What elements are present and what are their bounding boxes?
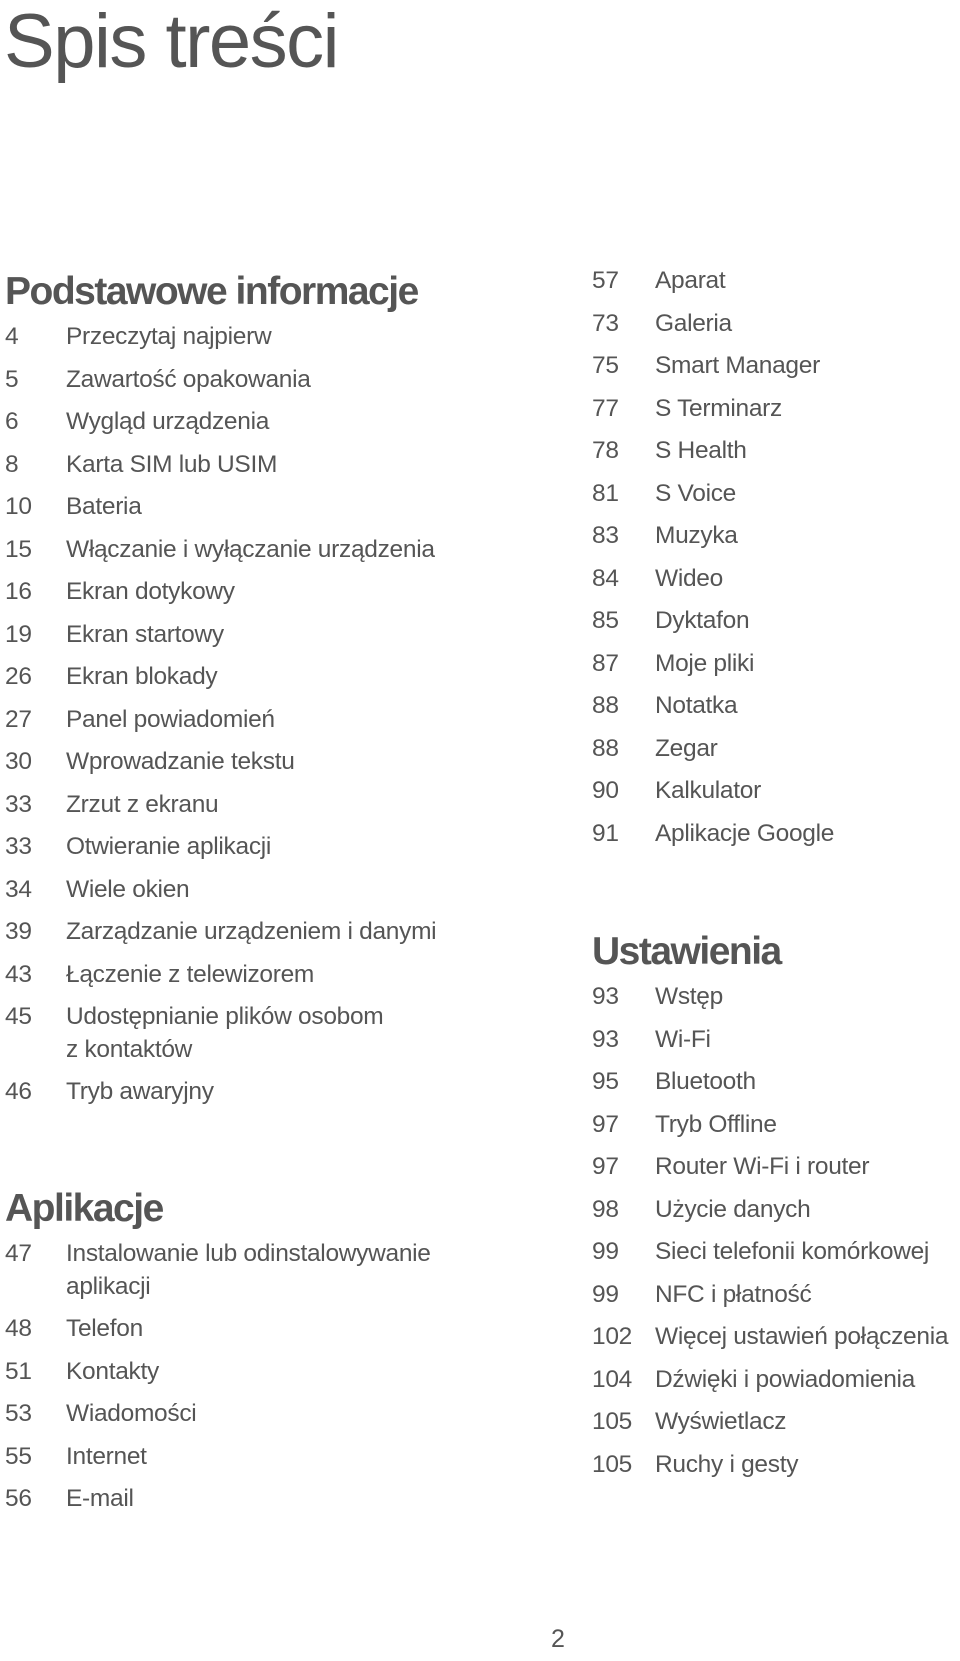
- toc-entry-page: 99: [592, 1238, 619, 1265]
- toc-entry[interactable]: [592, 349, 960, 392]
- toc-entry-title: Instalowanie lub odinstalowywanie aplikacji: [66, 1240, 431, 1300]
- toc-entry-page: 34: [5, 875, 32, 903]
- toc-entry-page: 8: [5, 450, 19, 478]
- toc-entry-page: 81: [592, 479, 619, 507]
- toc-entry-title: NFC i płatność: [655, 1280, 812, 1308]
- toc-entry[interactable]: [592, 732, 960, 775]
- toc-entry-page: 5: [5, 365, 19, 393]
- toc-list-apps-continued: [592, 264, 960, 859]
- toc-entry-title: Kalkulator: [655, 777, 761, 804]
- toc-entry-title: Wiadomości: [66, 1400, 197, 1427]
- toc-entry-page: 88: [592, 734, 619, 762]
- toc-entry[interactable]: [592, 1278, 960, 1321]
- section-basics: [5, 266, 475, 1118]
- toc-entry-title: Otwieranie aplikacji: [66, 833, 272, 860]
- toc-entry-title: Więcej ustawień połączenia: [655, 1323, 949, 1350]
- toc-entry[interactable]: [592, 980, 960, 1023]
- toc-entry-title: Łączenie z telewizorem: [66, 960, 315, 988]
- toc-entry-page: 99: [592, 1280, 619, 1308]
- toc-entry[interactable]: [592, 562, 960, 605]
- toc-entry-title: Panel powiadomień: [66, 705, 275, 733]
- toc-entry[interactable]: [5, 830, 475, 873]
- toc-entry[interactable]: [5, 915, 475, 958]
- toc-entry-title: Zawartość opakowania: [66, 365, 311, 393]
- toc-entry-title: Zarządzanie urządzeniem i danymi: [66, 918, 437, 945]
- toc-entry-title: S Voice: [655, 479, 736, 507]
- toc-entry-title: Wiele okien: [66, 875, 190, 903]
- toc-entry-title: Dyktafon: [655, 607, 750, 634]
- toc-entry[interactable]: [5, 533, 475, 576]
- toc-entry-page: 51: [5, 1357, 32, 1385]
- toc-entry[interactable]: [5, 745, 475, 788]
- toc-entry[interactable]: [5, 1000, 475, 1075]
- toc-entry-title: Bluetooth: [655, 1068, 756, 1095]
- toc-list-settings: [592, 980, 960, 1490]
- toc-entry[interactable]: [592, 1108, 960, 1151]
- toc-list-apps: [5, 1237, 475, 1525]
- toc-entry[interactable]: [592, 264, 960, 307]
- toc-entry-title: Ekran blokady: [66, 663, 218, 690]
- toc-entry-title: Zegar: [655, 734, 718, 762]
- toc-entry-title: S Health: [655, 437, 747, 464]
- toc-entry-title: E-mail: [66, 1485, 134, 1512]
- toc-entry-title: Bateria: [66, 493, 142, 520]
- toc-entry-page: 98: [592, 1195, 619, 1223]
- toc-entry-page: 105: [592, 1408, 632, 1435]
- toc-entry[interactable]: [592, 477, 960, 520]
- toc-entry-page: 19: [5, 620, 32, 648]
- toc-entry[interactable]: [592, 1448, 960, 1491]
- toc-entry-title: Telefon: [66, 1315, 143, 1342]
- toc-entry-page: 33: [5, 833, 32, 860]
- toc-entry-title: Dźwięki i powiadomienia: [655, 1365, 915, 1393]
- section-apps: [5, 1183, 475, 1525]
- section-title-basics: Podstawowe informacje: [5, 270, 418, 313]
- toc-entry-page: 55: [5, 1442, 32, 1470]
- toc-entry[interactable]: [5, 660, 475, 703]
- toc-entry-title: Internet: [66, 1442, 147, 1470]
- toc-entry[interactable]: [592, 774, 960, 817]
- toc-entry-page: 33: [5, 790, 32, 818]
- toc-entry-title: Sieci telefonii komórkowej: [655, 1238, 930, 1265]
- toc-entry-title: Ruchy i gesty: [655, 1450, 799, 1478]
- toc-entry[interactable]: [592, 817, 960, 860]
- toc-entry-title: Aparat: [655, 267, 726, 294]
- toc-entry-title: Włączanie i wyłączanie urządzenia: [66, 535, 435, 563]
- toc-entry-title: Wyświetlacz: [655, 1408, 787, 1435]
- toc-entry[interactable]: [5, 1482, 475, 1525]
- toc-entry-title: Notatka: [655, 692, 738, 719]
- section-settings: [592, 926, 960, 1490]
- toc-entry-page: 16: [5, 578, 32, 605]
- toc-entry-title: Ekran startowy: [66, 620, 224, 648]
- toc-entry[interactable]: [5, 575, 475, 618]
- toc-entry-title: Przeczytaj najpierw: [66, 323, 272, 350]
- toc-entry-page: 95: [592, 1068, 619, 1095]
- toc-list-basics: [5, 320, 475, 1118]
- toc-entry[interactable]: [5, 448, 475, 491]
- toc-entry-title: Karta SIM lub USIM: [66, 450, 278, 478]
- toc-entry[interactable]: [5, 618, 475, 661]
- toc-entry-title: Tryb awaryjny: [66, 1078, 214, 1105]
- toc-entry-page: 27: [5, 705, 32, 733]
- toc-entry[interactable]: [592, 519, 960, 562]
- toc-entry[interactable]: [592, 1405, 960, 1448]
- toc-entry[interactable]: [5, 1312, 475, 1355]
- toc-entry-title: S Terminarz: [655, 394, 782, 422]
- toc-entry[interactable]: [5, 1075, 475, 1118]
- toc-entry[interactable]: [592, 1193, 960, 1236]
- toc-entry[interactable]: [592, 1235, 960, 1278]
- toc-entry-page: 57: [592, 267, 619, 294]
- toc-entry-page: 47: [5, 1240, 32, 1267]
- toc-entry-page: 77: [592, 394, 619, 422]
- toc-entry-page: 93: [592, 983, 619, 1010]
- toc-entry-title: Ekran dotykowy: [66, 578, 235, 605]
- section-title-settings: Ustawienia: [592, 930, 781, 973]
- toc-entry[interactable]: [5, 490, 475, 533]
- toc-entry[interactable]: [5, 958, 475, 1001]
- toc-entry-page: 48: [5, 1315, 32, 1342]
- toc-entry-page: 88: [592, 692, 619, 719]
- toc-entry-page: 4: [5, 323, 19, 350]
- toc-entry-page: 93: [592, 1025, 619, 1053]
- toc-entry-page: 46: [5, 1078, 32, 1105]
- toc-entry-title: Zrzut z ekranu: [66, 790, 219, 818]
- toc-entry-title: Router Wi-Fi i router: [655, 1153, 870, 1180]
- toc-entry-page: 104: [592, 1365, 632, 1393]
- toc-entry[interactable]: [592, 392, 960, 435]
- toc-entry[interactable]: [592, 647, 960, 690]
- section-title-apps: Aplikacje: [5, 1187, 163, 1230]
- toc-entry[interactable]: [5, 320, 475, 363]
- toc-entry-page: 75: [592, 352, 619, 379]
- toc-entry-page: 90: [592, 777, 619, 804]
- toc-entry[interactable]: [592, 1363, 960, 1406]
- toc-entry[interactable]: [5, 363, 475, 406]
- toc-entry-title: Wideo: [655, 564, 723, 592]
- toc-entry-page: 91: [592, 819, 619, 847]
- toc-entry-title: Użycie danych: [655, 1195, 811, 1223]
- toc-entry[interactable]: [5, 1397, 475, 1440]
- toc-entry[interactable]: [5, 1355, 475, 1398]
- toc-entry-page: 97: [592, 1110, 619, 1138]
- toc-entry-page: 78: [592, 437, 619, 464]
- toc-entry[interactable]: [592, 689, 960, 732]
- toc-entry[interactable]: [592, 1150, 960, 1193]
- toc-entry[interactable]: [5, 873, 475, 916]
- toc-entry-title: Wygląd urządzenia: [66, 408, 270, 435]
- toc-entry-page: 56: [5, 1485, 32, 1512]
- toc-entry-title: Wi-Fi: [655, 1025, 711, 1053]
- page-number: 2: [551, 1625, 565, 1653]
- toc-entry[interactable]: [592, 1065, 960, 1108]
- toc-entry[interactable]: [592, 434, 960, 477]
- toc-entry-page: 102: [592, 1323, 632, 1350]
- toc-entry-page: 85: [592, 607, 619, 634]
- toc-entry-page: 73: [592, 309, 619, 337]
- toc-entry-title: Galeria: [655, 309, 732, 337]
- toc-entry-title: Smart Manager: [655, 352, 820, 379]
- toc-entry-page: 26: [5, 663, 32, 690]
- toc-entry[interactable]: [5, 1237, 475, 1312]
- toc-entry-page: 87: [592, 649, 619, 677]
- toc-entry[interactable]: [5, 1440, 475, 1483]
- toc-entry[interactable]: [5, 703, 475, 746]
- toc-entry-page: 6: [5, 408, 19, 435]
- page-title: Spis treści: [4, 0, 339, 84]
- toc-entry[interactable]: [592, 1320, 960, 1363]
- section-apps-continued: [592, 264, 960, 859]
- toc-entry-title: Wprowadzanie tekstu: [66, 748, 295, 775]
- toc-entry-title: Kontakty: [66, 1357, 159, 1385]
- toc-entry-page: 45: [5, 1003, 32, 1030]
- toc-entry-title: Aplikacje Google: [655, 819, 835, 847]
- toc-entry-page: 30: [5, 748, 32, 775]
- toc-entry-page: 105: [592, 1450, 632, 1478]
- toc-entry-title: Moje pliki: [655, 649, 755, 677]
- toc-entry-page: 39: [5, 918, 32, 945]
- toc-entry-title: Tryb Offline: [655, 1110, 777, 1138]
- toc-entry-page: 15: [5, 535, 32, 563]
- toc-entry-title: Udostępnianie plików osobom z kontaktów: [66, 1003, 384, 1063]
- toc-entry-page: 43: [5, 960, 32, 988]
- toc-entry[interactable]: [592, 1023, 960, 1066]
- toc-entry[interactable]: [5, 405, 475, 448]
- toc-entry-page: 97: [592, 1153, 619, 1180]
- toc-entry-title: Wstęp: [655, 983, 723, 1010]
- toc-entry-page: 84: [592, 564, 619, 592]
- toc-entry-page: 53: [5, 1400, 32, 1427]
- toc-entry-page: 83: [592, 522, 619, 549]
- toc-entry-title: Muzyka: [655, 522, 738, 549]
- toc-entry[interactable]: [5, 788, 475, 831]
- toc-entry-page: 10: [5, 493, 32, 520]
- toc-entry[interactable]: [592, 307, 960, 350]
- toc-entry[interactable]: [592, 604, 960, 647]
